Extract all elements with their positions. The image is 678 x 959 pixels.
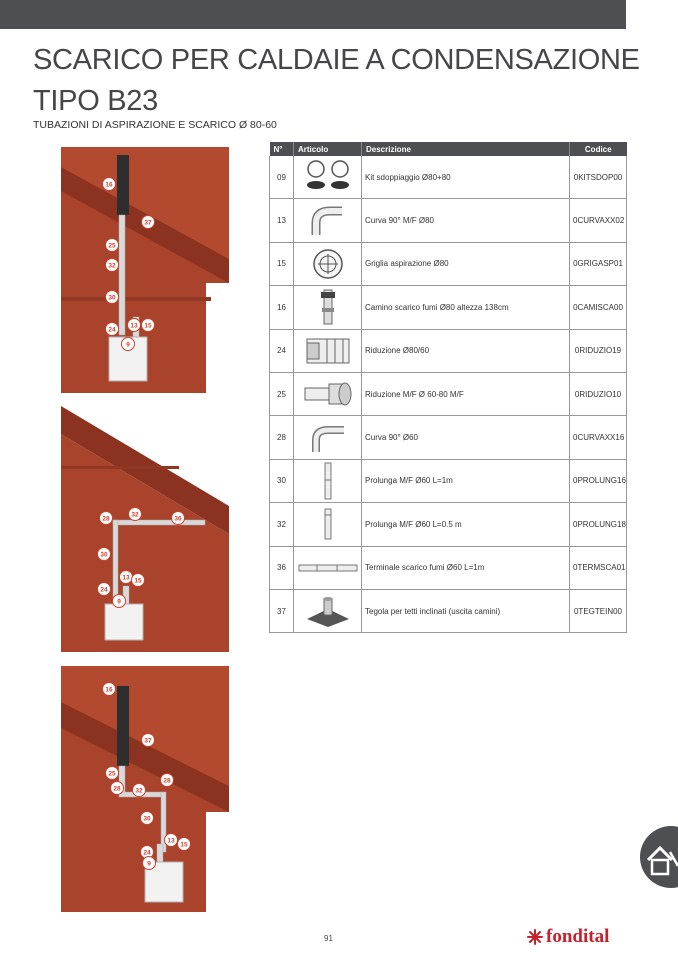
callout-32	[106, 259, 119, 272]
col-header-article: Articolo	[294, 142, 362, 156]
reducer-mf-image	[294, 372, 362, 415]
svg-text:37: 37	[144, 737, 152, 745]
row-code: 0CAMISCA00	[570, 286, 627, 329]
house-tools-icon	[648, 848, 678, 874]
callout-36	[172, 512, 185, 525]
svg-text:24: 24	[108, 326, 116, 334]
row-description: Curva 90° Ø60	[362, 416, 570, 459]
row-num: 09	[270, 156, 294, 199]
row-description: Camino scarico fumi Ø80 altezza 138cm	[362, 286, 570, 329]
svg-text:30: 30	[100, 551, 108, 559]
extension-1m-image	[294, 459, 362, 502]
svg-text:13: 13	[130, 322, 138, 330]
svg-text:9: 9	[126, 341, 130, 349]
svg-text:28: 28	[163, 777, 171, 785]
table-row	[270, 156, 627, 199]
installation-diagram-2	[61, 406, 229, 652]
svg-text:28: 28	[113, 785, 121, 793]
installation-diagram-1	[61, 147, 229, 393]
svg-text:30: 30	[108, 294, 116, 302]
title-line-1: SCARICO PER CALDAIE A CONDENSAZIONE	[33, 44, 640, 76]
row-code: 0CURVAXX02	[570, 199, 627, 242]
fondital-logo	[527, 926, 609, 948]
row-code: 0KITSDOP00	[570, 156, 627, 199]
row-code: 0PROLUNG16	[570, 459, 627, 502]
row-num: 25	[270, 372, 294, 415]
row-num: 36	[270, 546, 294, 589]
row-description: Kit sdoppiaggio Ø80+80	[362, 156, 570, 199]
chimney-flue-image	[294, 286, 362, 329]
title-line-2: TIPO B23	[33, 85, 158, 117]
svg-text:16: 16	[105, 686, 113, 694]
svg-text:25: 25	[108, 242, 116, 250]
svg-text:24: 24	[143, 849, 151, 857]
table-header-row	[270, 142, 627, 156]
row-code: 0PROLUNG18	[570, 503, 627, 546]
row-code: 0CURVAXX16	[570, 416, 627, 459]
svg-text:9: 9	[147, 860, 151, 868]
table-row	[270, 199, 627, 242]
top-bar	[0, 0, 626, 29]
row-description: Curva 90° M/F Ø80	[362, 199, 570, 242]
reducer-80-60-image	[294, 329, 362, 372]
callout-15	[132, 574, 145, 587]
callout-16	[103, 178, 116, 191]
callout-30	[141, 812, 154, 825]
table-row	[270, 546, 627, 589]
row-description: Riduzione Ø80/60	[362, 329, 570, 372]
callout-24	[106, 323, 119, 336]
row-code: 0RIDUZIO10	[570, 372, 627, 415]
svg-text:15: 15	[134, 577, 142, 585]
callout-9	[113, 595, 126, 608]
svg-text:28: 28	[102, 515, 110, 523]
table-row	[270, 372, 627, 415]
svg-text:25: 25	[108, 770, 116, 778]
callout-13	[120, 571, 133, 584]
callout-28	[100, 512, 113, 525]
row-num: 13	[270, 199, 294, 242]
elbow-60-image	[294, 416, 362, 459]
svg-text:16: 16	[105, 181, 113, 189]
callout-28	[111, 782, 124, 795]
col-header-description: Descrizione	[362, 142, 570, 156]
svg-text:32: 32	[108, 262, 116, 270]
callout-37	[142, 216, 155, 229]
row-num: 15	[270, 242, 294, 285]
svg-text:37: 37	[144, 219, 152, 227]
callout-37	[142, 734, 155, 747]
row-num: 16	[270, 286, 294, 329]
row-description: Prolunga M/F Ø60 L=1m	[362, 459, 570, 502]
callout-24	[98, 583, 111, 596]
svg-text:32: 32	[135, 787, 143, 795]
row-code: 0TEGTEIN00	[570, 589, 627, 632]
svg-text:36: 36	[174, 515, 182, 523]
brand-name: fondital	[546, 926, 610, 947]
row-description: Tegola per tetti inclinati (uscita camini)	[362, 589, 570, 632]
elbow-90-image	[294, 199, 362, 242]
table-row	[270, 242, 627, 285]
installation-tools-badge	[640, 826, 678, 888]
row-num: 32	[270, 503, 294, 546]
page-number: 91	[324, 934, 333, 943]
svg-text:15: 15	[144, 322, 152, 330]
row-code: 0GRIGASP01	[570, 242, 627, 285]
row-num: 24	[270, 329, 294, 372]
extension-05m-image	[294, 503, 362, 546]
callout-30	[106, 291, 119, 304]
row-num: 37	[270, 589, 294, 632]
row-num: 28	[270, 416, 294, 459]
row-description: Terminale scarico fumi Ø60 L=1m	[362, 546, 570, 589]
callout-32	[133, 784, 146, 797]
page-subtitle: TUBAZIONI DI ASPIRAZIONE E SCARICO Ø 80-60	[33, 119, 277, 131]
callout-30	[98, 548, 111, 561]
callout-28	[161, 774, 174, 787]
row-description: Riduzione M/F Ø 60-80 M/F	[362, 372, 570, 415]
callout-16	[103, 683, 116, 696]
page-title	[33, 40, 640, 122]
row-description: Prolunga M/F Ø60 L=0.5 m	[362, 503, 570, 546]
callout-9	[143, 857, 156, 870]
callout-32	[129, 508, 142, 521]
table-row	[270, 286, 627, 329]
table-row	[270, 503, 627, 546]
row-code: 0RIDUZIO19	[570, 329, 627, 372]
intake-grille-image	[294, 242, 362, 285]
row-num: 30	[270, 459, 294, 502]
callout-25	[106, 767, 119, 780]
table-row	[270, 416, 627, 459]
svg-text:24: 24	[100, 586, 108, 594]
svg-text:30: 30	[143, 815, 151, 823]
callout-13	[128, 319, 141, 332]
flue-terminal-image	[294, 546, 362, 589]
table-row	[270, 329, 627, 372]
table-row	[270, 589, 627, 632]
callout-9	[122, 338, 135, 351]
svg-text:15: 15	[180, 841, 188, 849]
row-code: 0TERMSCA01	[570, 546, 627, 589]
row-description: Griglia aspirazione Ø80	[362, 242, 570, 285]
callout-15	[178, 838, 191, 851]
kit-sdoppiaggio-image	[294, 156, 362, 199]
roof-tile-image	[294, 589, 362, 632]
table-row	[270, 459, 627, 502]
parts-table	[269, 142, 627, 633]
callout-15	[142, 319, 155, 332]
snowflake-icon	[527, 929, 543, 945]
svg-text:32: 32	[131, 511, 139, 519]
svg-text:13: 13	[167, 837, 175, 845]
col-header-num: N°	[270, 142, 294, 156]
svg-text:9: 9	[117, 598, 121, 606]
svg-text:13: 13	[122, 574, 130, 582]
callout-13	[165, 834, 178, 847]
callout-25	[106, 239, 119, 252]
installation-diagram-3	[61, 666, 229, 912]
col-header-code: Codice	[570, 142, 627, 156]
